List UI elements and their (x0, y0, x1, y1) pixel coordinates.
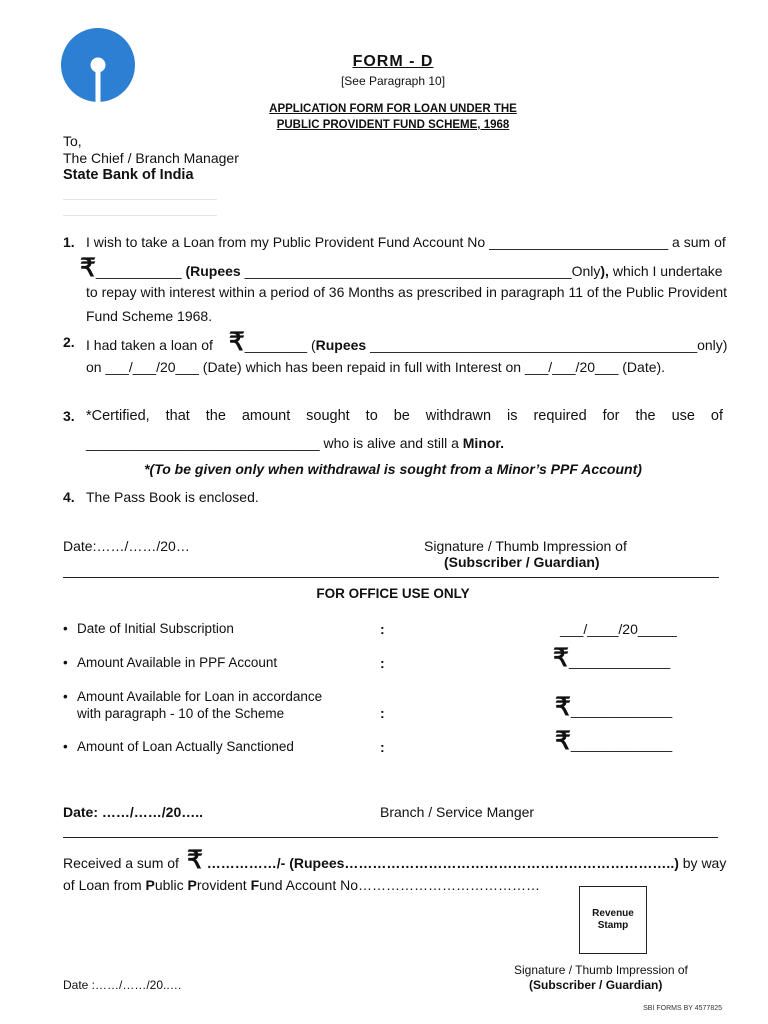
office-row-initial-subscription: • Date of Initial Subscription (63, 621, 234, 636)
address-manager: The Chief / Branch Manager (63, 150, 239, 166)
colon: : (380, 705, 385, 721)
address-to: To, (63, 133, 82, 149)
applicant-date: Date:……/……/20… (63, 538, 190, 554)
divider (63, 577, 719, 578)
office-date: Date: ……/……/20….. (63, 804, 204, 820)
loan-sanctioned-field[interactable]: ₹_____________ (555, 727, 673, 755)
amount-available-field[interactable]: ₹_____________ (553, 644, 671, 672)
item-number: 4. (63, 489, 75, 505)
item-1-line-3: to repay with interest within a period of 36 Months as prescribed in paragraph 11 of the Public Provident (86, 284, 727, 300)
address-bank: State Bank of India (63, 167, 194, 183)
item-3-line-2: ______________________________ who is alive and still a Minor. (86, 435, 504, 451)
rupee-icon: ₹ (186, 846, 203, 874)
rupee-icon: ₹ (555, 693, 571, 721)
branch-manager-label: Branch / Service Manger (380, 804, 535, 820)
colon: : (380, 655, 385, 671)
item-4-text: The Pass Book is enclosed. (86, 489, 259, 505)
form-subtitle: [See Paragraph 10] (340, 74, 446, 88)
address-line[interactable] (63, 199, 217, 200)
item-2-line-2: on ___/___/20___ (Date) which has been repaid in full with Interest on ___/___/20___ (Date). (86, 359, 666, 375)
rupee-icon: ₹ (80, 254, 96, 282)
item-number: 2. (63, 334, 75, 350)
colon: : (380, 621, 385, 637)
form-title: FORM - D (352, 53, 434, 70)
office-use-title: FOR OFFICE USE ONLY (316, 586, 470, 601)
receipt-signature-label: Signature / Thumb Impression of (514, 963, 688, 977)
office-row-loan-sanctioned: • Amount of Loan Actually Sanctioned (63, 739, 294, 754)
item-1-line-2: ₹___________ (Rupees __________________________________________Only), which I undertake (80, 254, 723, 282)
loan-available-field[interactable]: ₹_____________ (555, 693, 673, 721)
application-title-line-2: PUBLIC PROVIDENT FUND SCHEME, 1968 (276, 119, 510, 131)
item-3-line-1: *Certified, that the amount sought to be withdrawn is required for the use of (86, 408, 723, 424)
item-3-note: *(To be given only when withdrawal is sought from a Minor’s PPF Account) (144, 461, 642, 477)
rupee-icon: ₹ (228, 328, 245, 356)
office-row-loan-available: • Amount Available for Loan in accordance with paragraph - 10 of the Scheme (63, 688, 322, 722)
receipt-line-2: of Loan from Public Provident Fund Account No………………………………… (63, 877, 540, 893)
applicant-signature-label: Signature / Thumb Impression of (424, 538, 627, 554)
rupee-icon: ₹ (555, 727, 571, 755)
item-number: 3. (63, 408, 75, 424)
receipt-line-1: Received a sum of ₹ ……………/- (Rupees……………………………………………………………..) by way (63, 846, 727, 874)
colon: : (380, 739, 385, 755)
revenue-stamp-box[interactable]: Revenue Stamp (579, 886, 647, 954)
divider (63, 837, 718, 838)
address-line[interactable] (63, 215, 217, 216)
item-2-line-1: I had taken a loan of ₹________ (Rupees __________________________________________only) (86, 328, 728, 356)
footer-code: SBI FORMS BY 4577825 (643, 1005, 722, 1012)
application-title-line-1: APPLICATION FORM FOR LOAN UNDER THE (269, 103, 517, 115)
receipt-date: Date :……/……/20..… (63, 978, 182, 992)
receipt-signature-role: (Subscriber / Guardian) (529, 978, 663, 992)
item-number: 1. (63, 234, 75, 250)
office-row-amount-available: • Amount Available in PPF Account (63, 655, 277, 670)
item-1-line-4: Fund Scheme 1968. (86, 308, 213, 324)
item-1-line-1: I wish to take a Loan from my Public Provident Fund Account No _______________________ a sum of (86, 234, 726, 250)
applicant-signature-role: (Subscriber / Guardian) (444, 554, 600, 570)
rupee-icon: ₹ (553, 644, 569, 672)
initial-subscription-field[interactable]: ___/____/20_____ (560, 621, 677, 637)
